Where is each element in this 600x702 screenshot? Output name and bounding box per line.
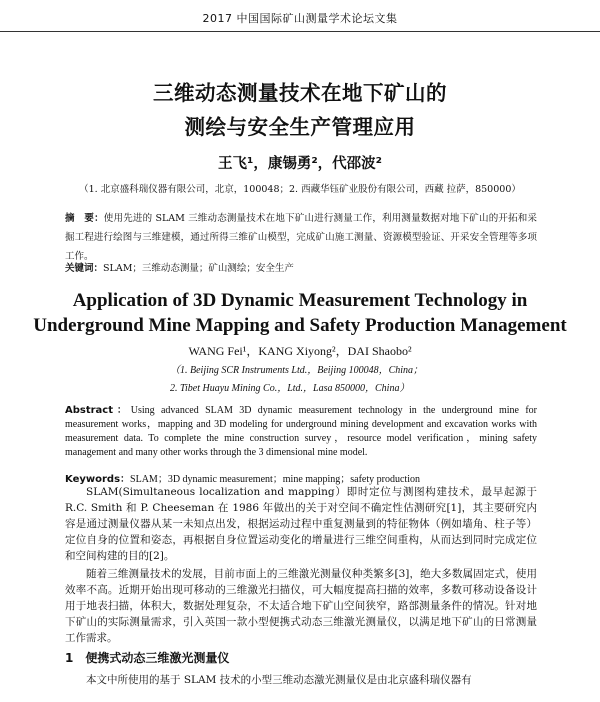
english-abstract-text: Using advanced SLAM 3D dynamic measurement technology in the underground mine for measurement works，mapping and 3D modeling for underground mining development and excavation works with measurement data. To complete the mine construction survey，resource model verification，mining safety management and many other works through the 3 dimensional mine model. [65,405,537,458]
section-1-heading: 1 便携式动态三维激光测量仪 [65,651,230,665]
chinese-affiliations: （1. 北京盛科瑞仪器有限公司，北京，100048；2. 西藏华钰矿业股份有限公司，西藏 拉萨，850000） [79,184,521,195]
body-paragraph-3: 本文中所使用的基于 SLAM 技术的小型三维动态激光测量仪是由北京盛科瑞仪器有 [86,674,472,686]
chinese-authors: 王飞¹，康锡勇²，代邵波² [217,156,383,172]
english-affiliation-1: （1. Beijing SCR Instruments Ltd.，Beijing 100048，China； [170,365,424,376]
english-title-line-2: Underground Mine Mapping and Safety Production Management [33,315,567,336]
chinese-abstract [65,209,537,266]
chinese-keywords [65,260,537,274]
english-keywords [65,470,537,485]
english-authors: WANG Fei¹，KANG Xiyong²，DAI Shaobo² [188,344,412,358]
english-title-line-1: Application of 3D Dynamic Measurement Technology in [72,290,528,311]
english-keywords-text: SLAM；3D dynamic measurement；mine mapping；safety production [130,474,420,485]
running-head: 2017 中国国际矿山测量学术论坛文集 [202,12,398,25]
english-abstract-label: Abstract： [65,405,131,416]
chinese-title-line-2: 测绘与安全生产管理应用 [184,115,416,139]
english-abstract [65,404,537,460]
chinese-keywords-text: SLAM；三维动态测量；矿山测绘；安全生产 [103,263,294,274]
english-keywords-label: Keywords： [65,474,131,485]
english-affiliation-2: 2. Tibet Huayu Mining Co.，Ltd.，Lasa 850000，China） [170,383,410,394]
body-paragraph-2: 随着三维测量技术的发展，目前市面上的三维激光测量仪种类繁多[3]，绝大多数属固定式，使用效率不高。近期开始出现可移动的三维激光扫描仪，可大幅度提高扫描的效率，多数可移动设备设计用于地表扫描，体积大，数据处理复杂，不太适合地下矿山空间狭窄，路部测量条件的情况。针对地下矿山的实际测量需求，引入英国一款小型便携式动态三维激光测量仪，以满足地下矿山的日常测量工作需求。 [65,568,537,644]
header-rule [0,31,600,32]
chinese-keywords-label: 关键词： [65,263,104,274]
chinese-abstract-text: 使用先进的 SLAM 三维动态测量技术在地下矿山进行测量工作，利用测量数据对地下矿山的开拓和采掘工程进行绘图与三维建模，通过所得三维矿山模型，完成矿山施工测量、资源模型验证、开采安全管理等多项工作。 [65,213,537,262]
chinese-abstract-label: 摘 要： [65,213,104,224]
chinese-title-line-1: 三维动态测量技术在地下矿山的 [153,81,447,105]
body-paragraph-1: SLAM(Simultaneous localization and mapping）即时定位与测图构建技术，最早起源于 R.C. Smith 和 P. Cheeseman 在 1986 年做出的关于对空间不确定性估测研究[1]，其主要研究内容是通过测量仪器从某一未知点出发，根据运动过程中重复测量到的特征物体（例如墙角、柱子等）定位自身的位置和姿态，再根据自身位置运动变化的增量进行三维空间重构，从而达到同时完成定位和空间构建的目的[2]。 [65,486,537,562]
